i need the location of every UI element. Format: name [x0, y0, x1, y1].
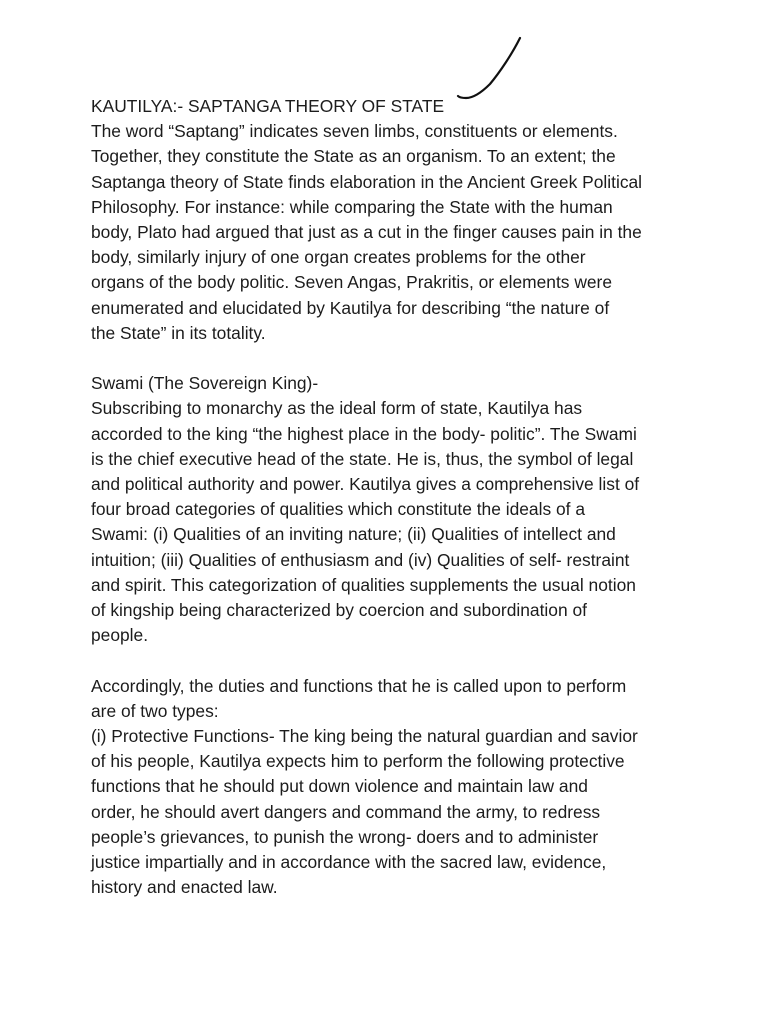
duties-intro-paragraph: Accordingly, the duties and functions that he is called upon to perform are of two types:	[91, 675, 627, 721]
intro-paragraph: The word “Saptang” indicates seven limbs, constituents or elements. Together, they constitute the State as an organism. To an extent; the Saptanga theory of State finds elaboration in the Ancient Greek Political Philosophy. For instance: while comparing the State with the human body, Plato had argued that just as a cut in the finger causes pain in the body, similarly injury of one organ creates problems for the other organs of the body politic. Seven Angas, Prakritis, or elements were enumerated and elucidated by Kautilya for describing “the nature of the State” in its totality.	[91, 121, 643, 343]
document-body	[91, 94, 721, 900]
swami-paragraph: Subscribing to monarchy as the ideal form of state, Kautilya has accorded to the king “the highest place in the body- politic”. The Swami is the chief executive head of the state. He is, thus, the symbol of legal and political authority and power. Kautilya gives a comprehensive list of four broad categories of qualities which constitute the ideals of a Swami: (i) Qualities of an inviting nature; (ii) Qualities of intellect and intuition; (iii) Qualities of enthusiasm and (iv) Qualities of self- restraint and spirit. This categorization of qualities supplements the usual notion of kingship being characterized by coercion and subordination of people.	[91, 398, 640, 646]
paragraph-spacer	[91, 346, 721, 371]
protective-functions-paragraph: (i) Protective Functions- The king being the natural guardian and savior of his people, Kautilya expects him to perform the following protective functions that he should put down violence and maintain law and order, he should avert dangers and command the army, to redress people’s grievances, to punish the wrong- doers and to administer justice impartially and in accordance with the sacred law, evidence, history and enacted law.	[91, 726, 638, 898]
document-heading: KAUTILYA:- SAPTANGA THEORY OF STATE	[91, 96, 445, 116]
paragraph-spacer	[91, 648, 721, 673]
swami-heading: Swami (The Sovereign King)-	[91, 373, 319, 394]
